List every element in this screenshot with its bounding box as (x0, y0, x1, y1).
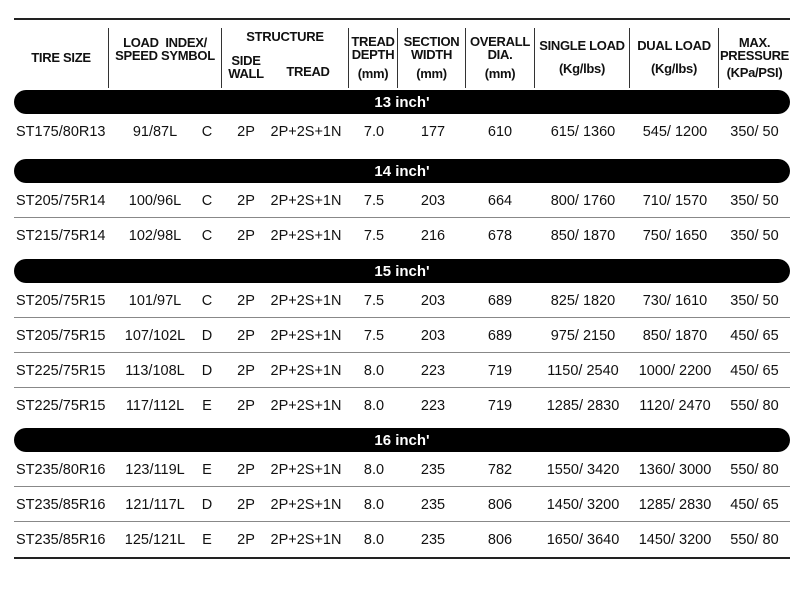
cell-load-index: 100/96L (128, 193, 182, 209)
cell-single-load: 850/ 1870 (550, 228, 616, 244)
header-tread (268, 56, 348, 86)
cell-side-wall: 2P (237, 497, 255, 513)
cell-tread: 2P+2S+1N (270, 363, 342, 379)
cell-tread-depth: 8.0 (363, 363, 385, 379)
section-bar-15-inch (14, 259, 790, 283)
cell-load-index: 91/87L (132, 124, 178, 140)
cell-side-wall: 2P (237, 398, 255, 414)
cell-dual-load: 730/ 1610 (642, 293, 708, 309)
cell-load-index: 102/98L (128, 228, 182, 244)
cell-load-range: D (201, 328, 213, 344)
header-load-index-line1: LOAD INDEX/ (123, 35, 207, 50)
cell-dual-load: 710/ 1570 (642, 193, 708, 209)
header-section-width-line1: SECTION (403, 33, 460, 49)
cell-tire-size: ST215/75R14 (16, 228, 106, 244)
table-row (14, 488, 790, 522)
header-overall-dia-line2: DIA. (487, 46, 513, 62)
cell-tire-size: ST235/80R16 (16, 462, 106, 478)
cell-overall-dia: 689 (487, 293, 513, 309)
cell-section-width: 216 (420, 228, 446, 244)
cell-max-pressure: 350/ 50 (730, 293, 779, 309)
cell-section-width: 203 (420, 293, 446, 309)
cell-tread: 2P+2S+1N (270, 124, 342, 140)
header-tire-size-label: TIRE SIZE (31, 49, 91, 65)
header-tread-depth-line1: TREAD (351, 33, 395, 49)
table-row (14, 523, 790, 557)
cell-overall-dia: 806 (487, 532, 513, 548)
cell-overall-dia: 719 (487, 363, 513, 379)
cell-load-index: 125/121L (124, 532, 186, 548)
cell-tread-depth: 7.5 (363, 328, 385, 344)
cell-max-pressure: 350/ 50 (730, 228, 779, 244)
header-dual-load (630, 26, 718, 88)
cell-section-width: 235 (420, 462, 446, 478)
cell-tread-depth: 8.0 (363, 398, 385, 414)
cell-single-load: 1550/ 3420 (546, 462, 620, 478)
cell-section-width: 235 (420, 532, 446, 548)
cell-dual-load: 1285/ 2830 (638, 497, 712, 513)
cell-side-wall: 2P (237, 124, 255, 140)
cell-max-pressure: 350/ 50 (730, 193, 779, 209)
cell-load-index: 113/108L (125, 363, 185, 379)
section-bar-16-inch (14, 428, 790, 452)
header-section-width (398, 26, 465, 88)
cell-tread-depth: 7.5 (363, 293, 385, 309)
header-section-width-unit: (mm) (416, 65, 447, 81)
cell-load-index: 101/97L (128, 293, 182, 309)
cell-side-wall: 2P (237, 193, 255, 209)
header-tread-depth (349, 26, 397, 88)
cell-tread: 2P+2S+1N (270, 462, 342, 478)
header-tread-label: TREAD (286, 63, 330, 79)
cell-tread-depth: 8.0 (363, 462, 385, 478)
header-overall-dia (466, 26, 534, 88)
cell-overall-dia: 782 (487, 462, 513, 478)
header-max-pressure (719, 26, 790, 88)
cell-side-wall: 2P (237, 532, 255, 548)
cell-section-width: 235 (420, 497, 446, 513)
cell-overall-dia: 806 (487, 497, 513, 513)
cell-load-range: C (201, 193, 213, 209)
cell-overall-dia: 719 (487, 398, 513, 414)
header-tread-depth-line2: DEPTH (351, 46, 395, 62)
cell-section-width: 223 (420, 398, 446, 414)
cell-load-range: E (202, 398, 212, 414)
cell-single-load: 1450/ 3200 (546, 497, 620, 513)
section-title: 13 inch' (374, 93, 430, 111)
cell-tire-size: ST235/85R16 (16, 532, 106, 548)
cell-tread: 2P+2S+1N (270, 497, 342, 513)
cell-max-pressure: 550/ 80 (730, 462, 779, 478)
header-side-wall-line2: WALL (228, 66, 264, 81)
cell-dual-load: 1450/ 3200 (638, 532, 712, 548)
cell-tire-size: ST225/75R15 (16, 363, 106, 379)
cell-dual-load: 1000/ 2200 (638, 363, 712, 379)
cell-tread: 2P+2S+1N (270, 293, 342, 309)
cell-single-load: 1650/ 3640 (546, 532, 620, 548)
cell-single-load: 800/ 1760 (550, 193, 616, 209)
cell-dual-load: 1360/ 3000 (638, 462, 712, 478)
header-dual-load-unit: (Kg/lbs) (651, 61, 697, 76)
table-row (14, 389, 790, 423)
cell-load-index: 123/119L (125, 462, 185, 478)
table-row (14, 354, 790, 388)
cell-section-width: 177 (420, 124, 446, 140)
cell-tread-depth: 8.0 (363, 532, 385, 548)
header-max-pressure-unit: (KPa/PSI) (726, 64, 783, 80)
section-title: 16 inch' (374, 431, 430, 449)
table-bottom-rule (14, 557, 790, 559)
cell-load-range: C (201, 228, 213, 244)
cell-tread: 2P+2S+1N (270, 193, 342, 209)
cell-single-load: 1150/ 2540 (547, 363, 619, 379)
cell-side-wall: 2P (237, 462, 255, 478)
cell-tread-depth: 8.0 (363, 497, 385, 513)
table-row (14, 219, 790, 253)
cell-max-pressure: 550/ 80 (730, 532, 779, 548)
header-max-pressure-line1: MAX. (738, 34, 771, 50)
cell-load-range: D (201, 363, 213, 379)
cell-max-pressure: 450/ 65 (730, 363, 779, 379)
cell-load-range: C (201, 124, 213, 140)
header-overall-dia-line1: OVERALL (469, 33, 530, 49)
section-title: 14 inch' (374, 162, 430, 180)
table-row (14, 453, 790, 487)
cell-load-range: E (202, 462, 212, 478)
cell-tire-size: ST205/75R15 (16, 293, 106, 309)
cell-tire-size: ST205/75R14 (16, 193, 106, 209)
cell-overall-dia: 610 (487, 124, 513, 140)
header-tire-size (14, 26, 108, 88)
cell-overall-dia: 678 (487, 228, 513, 244)
cell-dual-load: 1120/ 2470 (639, 398, 711, 414)
table-row (14, 184, 790, 218)
cell-load-index: 117/112L (125, 398, 185, 414)
cell-tread: 2P+2S+1N (270, 398, 342, 414)
cell-max-pressure: 450/ 65 (730, 497, 779, 513)
table-row (14, 284, 790, 318)
cell-load-range: E (202, 532, 212, 548)
cell-overall-dia: 664 (487, 193, 513, 209)
cell-section-width: 223 (420, 363, 446, 379)
header-single-load-line1: SINGLE LOAD (539, 38, 625, 53)
cell-tire-size: ST175/80R13 (16, 124, 106, 140)
header-structure-label: STRUCTURE (246, 29, 324, 44)
cell-load-range: D (201, 497, 213, 513)
table-header (14, 26, 790, 92)
table-row (14, 319, 790, 353)
cell-side-wall: 2P (237, 293, 255, 309)
cell-dual-load: 750/ 1650 (642, 228, 708, 244)
header-tread-depth-unit: (mm) (357, 65, 389, 81)
cell-section-width: 203 (420, 328, 446, 344)
cell-tread: 2P+2S+1N (270, 328, 342, 344)
section-bar-13-inch (14, 90, 790, 114)
header-load-index-line2: SPEED SYMBOL (115, 48, 215, 63)
header-load-index (109, 26, 221, 88)
header-overall-dia-unit: (mm) (484, 65, 516, 81)
cell-load-range: C (201, 293, 213, 309)
cell-tread-depth: 7.0 (363, 124, 385, 140)
cell-tire-size: ST235/85R16 (16, 497, 106, 513)
cell-single-load: 975/ 2150 (550, 328, 616, 344)
cell-dual-load: 850/ 1870 (642, 328, 708, 344)
cell-load-index: 121/117L (125, 497, 185, 513)
header-max-pressure-line2: PRESSURE (719, 47, 790, 63)
cell-side-wall: 2P (237, 228, 255, 244)
cell-max-pressure: 350/ 50 (730, 124, 779, 140)
cell-tire-size: ST205/75R15 (16, 328, 106, 344)
header-dual-load-line1: DUAL LOAD (637, 38, 711, 53)
cell-single-load: 615/ 1360 (550, 124, 616, 140)
header-side-wall (224, 48, 268, 86)
header-single-load (535, 26, 629, 88)
cell-tread-depth: 7.5 (363, 193, 385, 209)
header-side-wall-line1: SIDE (231, 53, 261, 68)
cell-tire-size: ST225/75R15 (16, 398, 106, 414)
cell-dual-load: 545/ 1200 (642, 124, 708, 140)
cell-max-pressure: 450/ 65 (730, 328, 779, 344)
cell-tread: 2P+2S+1N (270, 228, 342, 244)
header-single-load-unit: (Kg/lbs) (559, 61, 605, 76)
cell-tread-depth: 7.5 (363, 228, 385, 244)
section-title: 15 inch' (374, 262, 430, 280)
cell-max-pressure: 550/ 80 (730, 398, 779, 414)
section-bar-14-inch (14, 159, 790, 183)
cell-overall-dia: 689 (487, 328, 513, 344)
cell-single-load: 1285/ 2830 (546, 398, 620, 414)
cell-single-load: 825/ 1820 (550, 293, 616, 309)
cell-side-wall: 2P (237, 363, 255, 379)
header-section-width-line2: WIDTH (410, 46, 453, 62)
cell-section-width: 203 (420, 193, 446, 209)
table-row (14, 115, 790, 149)
cell-load-index: 107/102L (124, 328, 186, 344)
cell-side-wall: 2P (237, 328, 255, 344)
table-top-rule (14, 18, 790, 20)
cell-tread: 2P+2S+1N (270, 532, 342, 548)
